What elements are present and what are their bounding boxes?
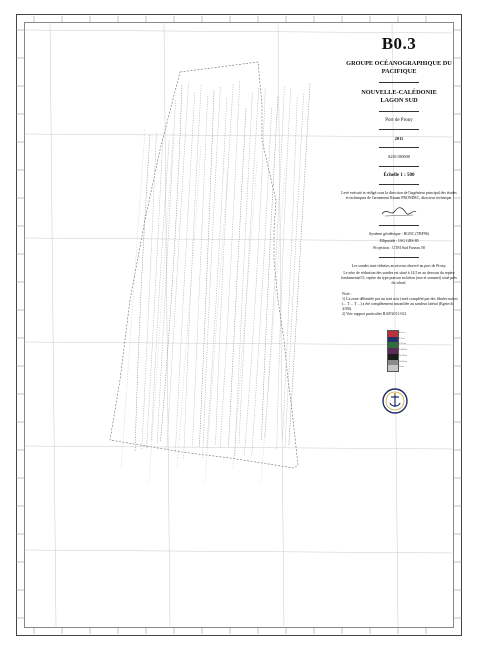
sounding-track <box>228 109 246 447</box>
sounding-track <box>177 146 201 470</box>
legend-label: 10-20 m <box>399 348 408 352</box>
sounding-track <box>147 138 163 449</box>
legend-label: 30-50 m <box>399 359 408 363</box>
legend-swatch <box>388 365 398 371</box>
grid-line <box>24 550 454 553</box>
sounding-track <box>121 130 145 470</box>
grid-line <box>278 22 284 628</box>
depth-legend <box>387 330 399 372</box>
grid-line <box>50 22 56 628</box>
sounding-track <box>184 85 202 460</box>
geodesy-line: Système géodésique : RGNC (TRF96) <box>368 231 430 236</box>
sounding-track <box>149 138 173 482</box>
divider <box>379 147 419 148</box>
sounding-track <box>175 93 194 451</box>
divider <box>379 166 419 167</box>
survey-year: 2011 <box>394 136 404 142</box>
sounding-track <box>261 170 285 482</box>
grid-line <box>24 30 454 33</box>
sounding-reference: Les sondes sont réduites au niveau observé au port de Prony. <box>351 263 447 268</box>
legend-label: 5-10 m <box>399 342 406 346</box>
sounding-track <box>252 108 272 457</box>
legend-label: 50 m + <box>399 365 406 369</box>
divider <box>379 257 419 258</box>
region-name: NOUVELLE-CALÉDONIE <box>361 89 437 96</box>
sounding-track <box>233 162 257 470</box>
sounding-track <box>203 87 221 458</box>
legend-label: 20-30 m <box>399 353 408 357</box>
sounding-lines <box>121 81 310 482</box>
note-item: 2) Voir rapport particulier RAP/2011-021. <box>342 311 408 316</box>
sounding-track <box>289 84 310 446</box>
depth-legend-labels <box>399 330 419 370</box>
scale-label: Échelle 1 : 500 <box>383 172 415 178</box>
chart-number: B0.3 <box>381 34 417 53</box>
organisation-name: GROUPE OCÉANOGRAPHIQUE DU PACIFIQUE <box>346 60 452 75</box>
sounding-track <box>282 98 297 439</box>
title-block <box>340 34 458 317</box>
divider <box>379 111 419 112</box>
location-name: Port de Prony <box>385 118 413 123</box>
sounding-track <box>244 88 265 455</box>
notes-title: Note : <box>342 291 352 296</box>
signature-icon <box>379 205 419 219</box>
note-item: 1) La zone délimitée par un trait noir (noté complété par des fibules noires (... T ... T ...) a été complètement insonifiée au sondeur latéral (Egetech 4100). <box>342 296 458 311</box>
geodesy-line: Projection : UTM Sud Fuseau 58 <box>373 245 425 250</box>
legend-label: 0-2 m <box>399 331 405 334</box>
legend-label: 2-5 m <box>399 336 405 340</box>
divider <box>379 82 419 83</box>
grid-line <box>24 446 454 449</box>
sounding-track <box>235 93 253 457</box>
datum-text: Le zéro de réduction des sondes est situé à 14,5 m au dessous du repère fondamental O, repère du type ponson en béton (axe et sommet) situé près du wharf. <box>341 270 457 285</box>
divider <box>379 225 419 226</box>
subregion-name: LAGON SUD <box>380 97 418 104</box>
notes <box>340 292 458 317</box>
reference-number: S201100600 <box>387 154 411 160</box>
survey-boundary <box>110 62 298 468</box>
sounding-track <box>285 94 304 448</box>
divider <box>379 184 419 185</box>
naval-hydrographic-emblem-icon <box>382 388 408 414</box>
grid-line <box>164 22 170 628</box>
sounding-track <box>277 88 291 449</box>
divider <box>379 129 419 130</box>
sounding-track <box>192 96 207 446</box>
sounding-track <box>199 91 214 447</box>
geodesy-line: Ellipsoïde : IAG GRS 80 <box>379 238 419 243</box>
sounding-track <box>135 135 150 452</box>
survey-credit: Levé exécuté et rédigé sous la direction de l'ingénieur principal des études et techniques de l'armement Ronan FRONDEC, directeur technique. <box>341 190 457 200</box>
sounding-track <box>167 84 189 449</box>
